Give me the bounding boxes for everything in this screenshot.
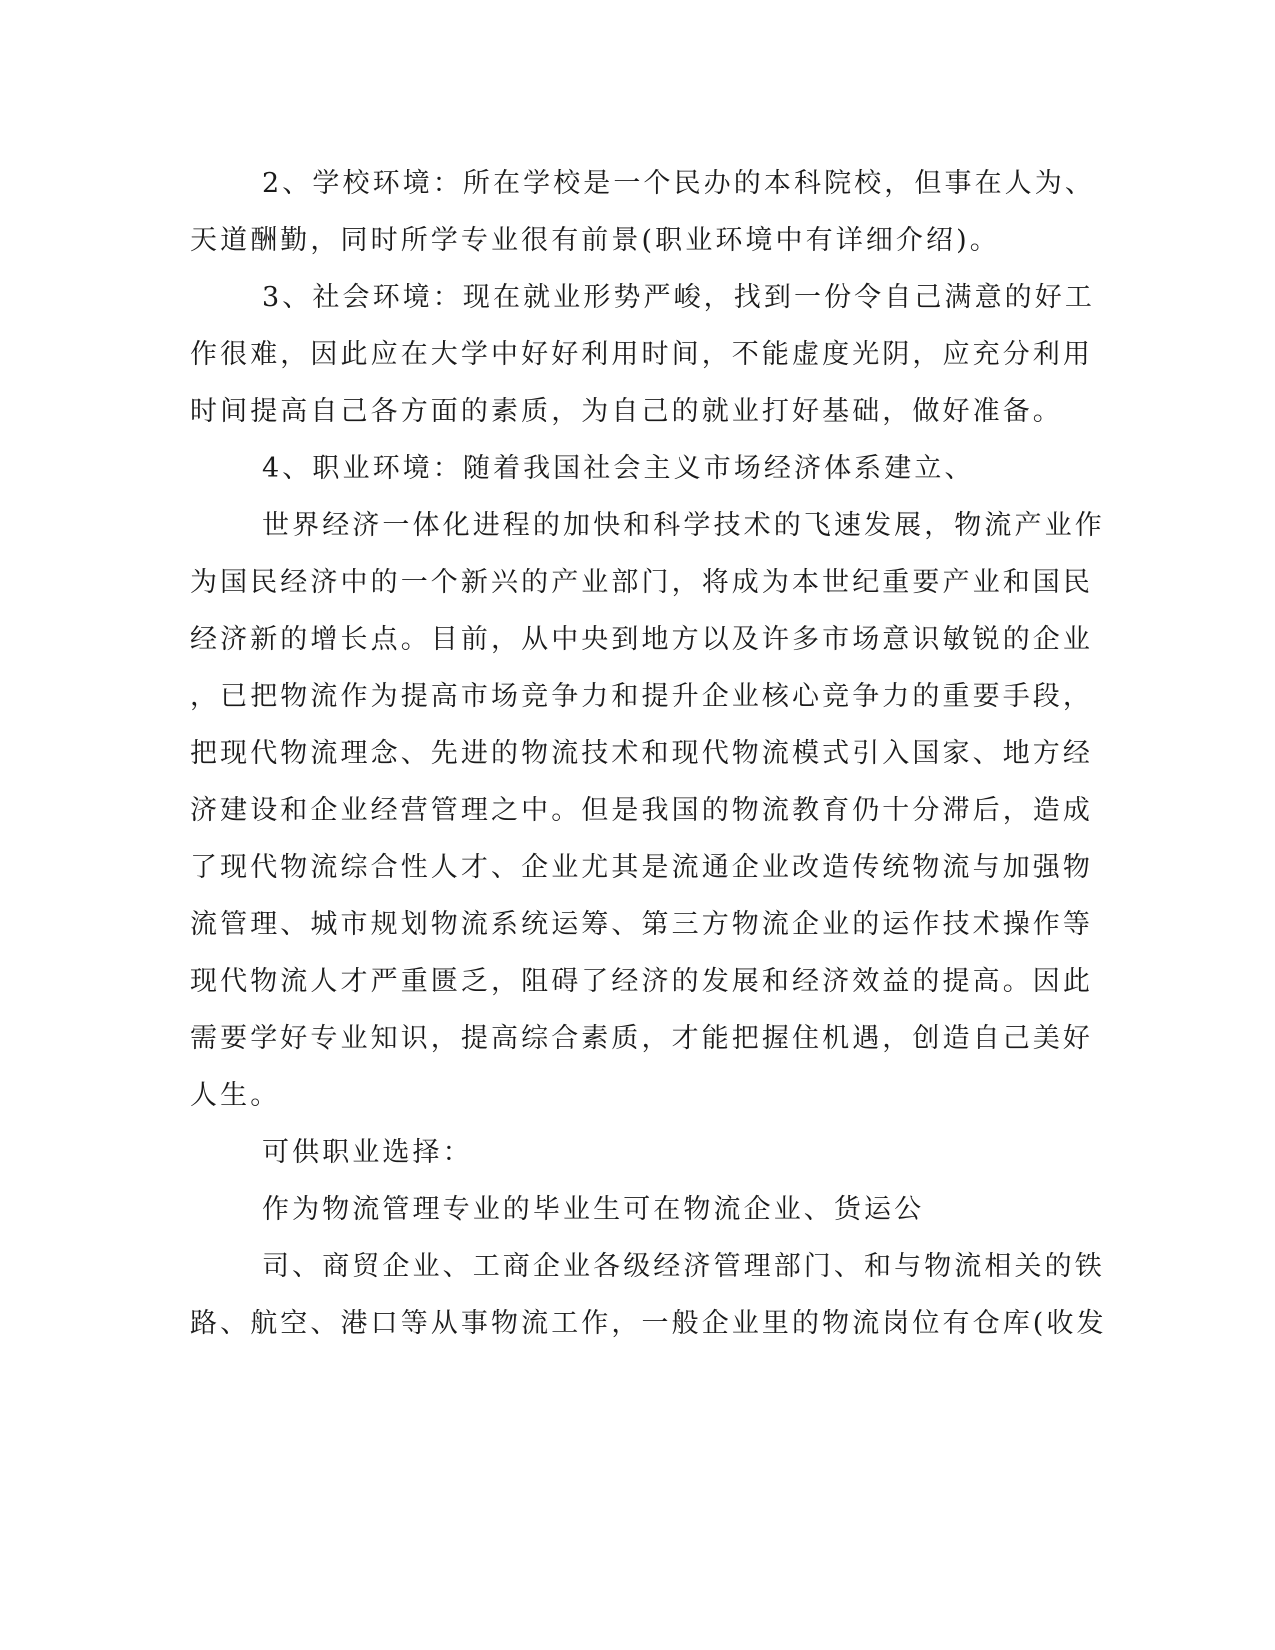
text-line: 世界经济一体化进程的加快和科学技术的飞速发展，物流产业作 <box>262 510 1105 541</box>
text-line: 可供职业选择： <box>262 1137 473 1168</box>
text-line: 作很难，因此应在大学中好好利用时间，不能虚度光阴，应充分利用 <box>190 339 1093 370</box>
text-line: 人生。 <box>190 1080 281 1111</box>
text-line: 了现代物流综合性人才、企业尤其是流通企业改造传统物流与加强物 <box>190 852 1093 883</box>
text-line: 为国民经济中的一个新兴的产业部门，将成为本世纪重要产业和国民 <box>190 567 1093 598</box>
text-line: 3、社会环境：现在就业形势严峻，找到一份令自己满意的好工 <box>262 282 1095 313</box>
text-line: 需要学好专业知识，提高综合素质，才能把握住机遇，创造自己美好 <box>190 1023 1093 1054</box>
text-line: 4、职业环境：随着我国社会主义市场经济体系建立、 <box>262 453 975 484</box>
text-line: 时间提高自己各方面的素质，为自己的就业打好基础，做好准备。 <box>190 396 1063 427</box>
text-line: ，已把物流作为提高市场竞争力和提升企业核心竞争力的重要手段， <box>190 681 1093 712</box>
text-line: 现代物流人才严重匮乏，阻碍了经济的发展和经济效益的提高。因此 <box>190 966 1093 997</box>
text-line: 司、商贸企业、工商企业各级经济管理部门、和与物流相关的铁 <box>262 1251 1105 1282</box>
text-line: 济建设和企业经营管理之中。但是我国的物流教育仍十分滞后，造成 <box>190 795 1093 826</box>
text-line: 流管理、城市规划物流系统运筹、第三方物流企业的运作技术操作等 <box>190 909 1093 940</box>
text-line: 作为物流管理专业的毕业生可在物流企业、货运公 <box>262 1194 925 1225</box>
text-line: 经济新的增长点。目前，从中央到地方以及许多市场意识敏锐的企业 <box>190 624 1093 655</box>
text-line: 天道酬勤，同时所学专业很有前景(职业环境中有详细介绍)。 <box>190 225 1000 256</box>
text-line: 路、航空、港口等从事物流工作，一般企业里的物流岗位有仓库(收发 <box>190 1308 1107 1339</box>
text-line: 把现代物流理念、先进的物流技术和现代物流模式引入国家、地方经 <box>190 738 1093 769</box>
text-line: 2、学校环境：所在学校是一个民办的本科院校，但事在人为、 <box>262 168 1095 199</box>
